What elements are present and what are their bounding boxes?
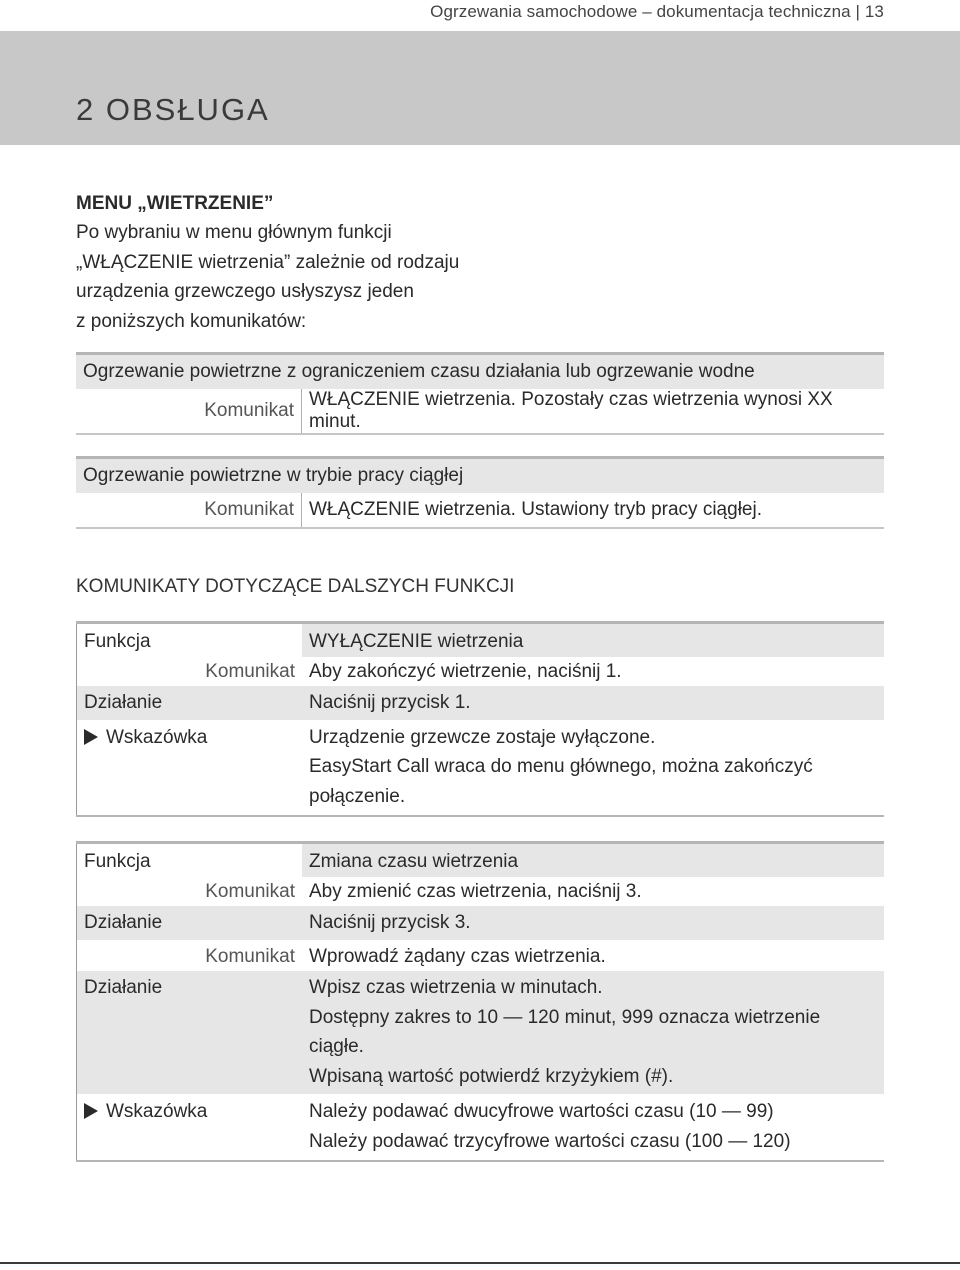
function-table-2 (76, 841, 884, 1162)
triangle-icon (84, 1103, 98, 1119)
case-title: Ogrzewanie powietrzne z ograniczeniem czasu działania lub ogrzewanie wodne (76, 354, 884, 390)
dzialanie-text: Naciśnij przycisk 1. (302, 686, 884, 720)
dzialanie-line: Dostępny zakres to 10 — 120 minut, 999 oznacza wietrzenie ciągłe. (309, 1006, 821, 1057)
funkcja-label: Funkcja (77, 843, 303, 877)
dzialanie-label: Działanie (77, 971, 303, 1094)
chapter-title: 2 OBSŁUGA (76, 92, 270, 127)
funkcja-name: Zmiana czasu wietrzenia (302, 843, 884, 877)
menu-heading: MENU „WIETRZENIE” (76, 193, 274, 214)
intro-line: urządzenia grzewczego usłyszysz jeden (76, 281, 414, 302)
case-title: Ogrzewanie powietrzne w trybie pracy ciągłej (76, 458, 884, 494)
content (76, 190, 884, 1162)
footer-rule (0, 1262, 960, 1264)
wskazowka-line: Należy podawać trzycyfrowe wartości czasu (100 — 120) (309, 1130, 791, 1152)
dzialanie-label: Działanie (77, 686, 303, 720)
dzialanie-line: Wpisz czas wietrzenia w minutach. (309, 977, 603, 998)
komunikat-label: Komunikat (76, 389, 302, 434)
komunikat-label: Komunikat (76, 493, 302, 528)
intro-line: z poniższych komunikatów: (76, 310, 307, 332)
intro-paragraph (76, 218, 884, 336)
komunikat-text: Aby zmienić czas wietrzenia, naciśnij 3. (309, 880, 642, 902)
intro-line: „WŁĄCZENIE wietrzenia” zależnie od rodzaju (76, 251, 460, 273)
komunikat-text: WŁĄCZENIE wietrzenia. Pozostały czas wietrzenia wynosi XX minut. (302, 389, 885, 434)
case-table-2 (76, 456, 884, 529)
dzialanie-text: Naciśnij przycisk 3. (302, 906, 884, 940)
intro-line: Po wybraniu w menu głównym funkcji (76, 222, 392, 243)
funkcja-name: WYŁĄCZENIE wietrzenia (302, 623, 884, 657)
wskazowka-label: Wskazówka (106, 726, 208, 748)
dzialanie-label: Działanie (77, 906, 303, 940)
section-caption: KOMUNIKATY DOTYCZĄCE DALSZYCH FUNKCJI (76, 576, 515, 597)
komunikat-label: Komunikat (77, 877, 303, 907)
funkcja-label: Funkcja (77, 623, 303, 657)
triangle-icon (84, 729, 98, 745)
wskazowka-label: Wskazówka (106, 1101, 208, 1122)
komunikat-text: Wprowadź żądany czas wietrzenia. (309, 945, 606, 967)
komunikat-label: Komunikat (77, 657, 303, 687)
dzialanie-line: Wpisaną wartość potwierdź krzyżykiem (#). (309, 1065, 674, 1087)
komunikat-label: Komunikat (77, 940, 303, 972)
case-table-1 (76, 352, 884, 435)
running-header: Ogrzewania samochodowe – dokumentacja techniczna | 13 (430, 2, 884, 21)
wskazowka-line: Należy podawać dwucyfrowe wartości czasu (10 — 99) (309, 1101, 774, 1122)
komunikat-text: WŁĄCZENIE wietrzenia. Ustawiony tryb pracy ciągłej. (302, 493, 885, 528)
function-table-1 (76, 621, 884, 817)
komunikat-text: Aby zakończyć wietrzenie, naciśnij 1. (309, 660, 622, 682)
wskazowka-line: EasyStart Call wraca do menu głównego, można zakończyć połączenie. (309, 756, 813, 807)
wskazowka-line: Urządzenie grzewcze zostaje wyłączone. (309, 726, 656, 748)
